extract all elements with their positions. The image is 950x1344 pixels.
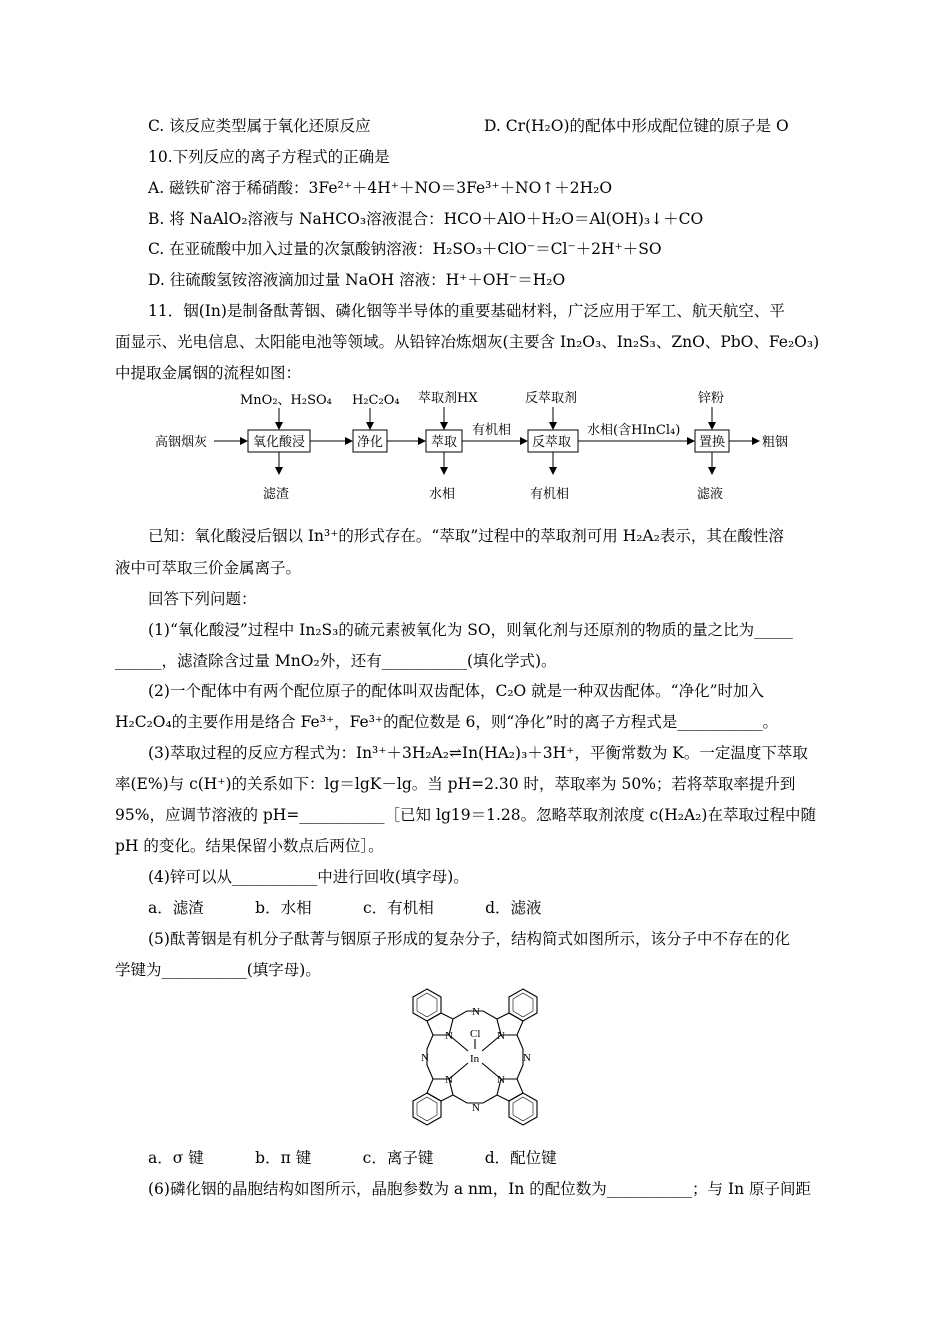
sub-question-1-b: ______，滤渣除含过量 MnO₂外，还有___________(填化学式)。 xyxy=(115,652,557,670)
flow-input-1: MnO₂、H₂SO₄ xyxy=(240,393,332,408)
sub-question-5-a: (5)酞菁铟是有机分子酞菁与铟原子形成的复杂分子，结构简式如图所示，该分子中不存在的化 xyxy=(148,930,790,948)
sub-question-5-b: 学键为___________(填字母)。 xyxy=(115,961,321,979)
q10-option-b: B. 将 NaAlO₂溶液与 NaHCO₃溶液混合：HCO＋AlO＋H₂O＝Al(OH)₃↓＋CO xyxy=(148,210,704,228)
sub-question-3-d: pH 的变化。结果保留小数点后两位］。 xyxy=(115,837,384,855)
flow-box1-label: 氧化酸浸 xyxy=(253,435,306,450)
sub-question-3-b: 率(E%)与 c(H⁺)的关系如下：lg＝lgK－lg。当 pH=2.30 时，萃取率为 50%；若将萃取率提升到 xyxy=(115,775,796,793)
flow-input-3: 萃取剂HX xyxy=(418,391,478,406)
question-10-stem: 10.下列反应的离子方程式的正确是 xyxy=(148,148,390,166)
flow-box4-label: 反萃取 xyxy=(532,435,572,450)
sub-question-4-options: a．滤渣 b．水相 c．有机相 d．滤液 xyxy=(148,899,542,917)
q10-option-c: C. 在亚硫酸中加入过量的次氯酸钠溶液：H₂SO₃＋ClO⁻＝Cl⁻＋2H⁺＋SO xyxy=(148,240,662,258)
option-d-line: D. Cr(H₂O)的配体中形成配位键的原子是 O xyxy=(484,117,789,135)
q10-option-d: D. 往硫酸氢铵溶液滴加过量 NaOH 溶液：H⁺＋OH⁻＝H₂O xyxy=(148,271,566,289)
answer-prompt: 回答下列问题： xyxy=(148,590,257,608)
nitrogen-label-tr: N xyxy=(497,1030,505,1042)
flow-input-2: H₂C₂O₄ xyxy=(352,393,400,408)
nitrogen-label-br: N xyxy=(497,1074,505,1086)
question-11-stem-2: 面显示、光电信息、太阳能电池等领域。从铅锌冶炼烟灰(主要含 In₂O₃、In₂S₃、ZnO、PbO、Fe₂O₃) xyxy=(115,333,820,351)
flow-input-5: 锌粉 xyxy=(698,391,725,406)
flow-output-1: 滤渣 xyxy=(263,487,290,502)
flow-start-label: 高铟烟灰 xyxy=(155,435,208,450)
flow-output-4: 有机相 xyxy=(530,487,570,502)
phthalocyanine-indium-structure xyxy=(393,983,557,1133)
nitrogen-label-top: N xyxy=(472,1006,480,1018)
sub-question-5-options: a．σ 键 b．π 键 c．离子键 d．配位键 xyxy=(148,1149,557,1167)
known-info-1: 已知：氧化酸浸后铟以 In³⁺的形式存在。“萃取”过程中的萃取剂可用 H₂A₂表示，其在酸性溶 xyxy=(148,527,784,545)
nitrogen-label-bottom: N xyxy=(472,1102,480,1114)
flow-box2-label: 净化 xyxy=(357,435,384,450)
process-flowchart xyxy=(150,386,800,508)
chlorine-label: Cl xyxy=(470,1028,481,1040)
option-c-line: C. 该反应类型属于氧化还原反应 xyxy=(148,117,371,135)
nitrogen-label-tl: N xyxy=(445,1030,453,1042)
sub-question-2-a: (2)一个配体中有两个配位原子的配体叫双齿配体，C₂O 就是一种双齿配体。“净化”时加入 xyxy=(148,682,765,700)
question-11-stem-3: 中提取金属铟的流程如图： xyxy=(115,364,302,382)
known-info-2: 液中可萃取三价金属离子。 xyxy=(115,559,302,577)
sub-question-3-c: 95%，应调节溶液的 pH=___________［已知 lg19＝1.28。忽略萃取剂浓度 c(H₂A₂)在萃取过程中随 xyxy=(115,806,816,824)
question-11-stem-1: 11．铟(In)是制备酞菁铟、磷化铟等半导体的重要基础材料，广泛应用于军工、航天航空、平 xyxy=(148,302,785,320)
flow-input-4: 反萃取剂 xyxy=(525,391,578,406)
nitrogen-label-right: N xyxy=(523,1052,531,1064)
sub-question-1-a: (1)“氧化酸浸”过程中 In₂S₃的硫元素被氧化为 SO，则氧化剂与还原剂的物质的量之比为_____ xyxy=(148,621,793,639)
flow-end-label: 粗铟 xyxy=(762,435,789,450)
sub-question-3-a: (3)萃取过程的反应方程式为：In³⁺＋3H₂A₂⇌In(HA₂)₃＋3H⁺，平衡常数为 K。一定温度下萃取 xyxy=(148,744,808,762)
flow-box5-label: 置换 xyxy=(699,435,726,450)
flow-output-5: 滤液 xyxy=(697,487,724,502)
flow-box3-label: 萃取 xyxy=(431,435,458,450)
sub-question-2-b: H₂C₂O₄的主要作用是络合 Fe³⁺，Fe³⁺的配位数是 6，则“净化”时的离子方程式是___________。 xyxy=(115,713,778,731)
sub-question-4: (4)锌可以从___________中进行回收(填字母)。 xyxy=(148,868,469,886)
indium-label: In xyxy=(470,1053,480,1065)
sub-question-6: (6)磷化铟的晶胞结构如图所示，晶胞参数为 a nm，In 的配位数为___________；与 In 原子间距 xyxy=(148,1180,811,1198)
flow-arrow-3-4-label: 有机相 xyxy=(472,423,512,438)
flow-arrow-4-5-label: 水相(含HInCl₄) xyxy=(587,423,681,438)
nitrogen-label-left: N xyxy=(421,1052,429,1064)
nitrogen-label-bl: N xyxy=(445,1074,453,1086)
q10-option-a: A. 磁铁矿溶于稀硝酸：3Fe²⁺＋4H⁺＋NO＝3Fe³⁺＋NO↑＋2H₂O xyxy=(148,179,613,197)
flow-output-3: 水相 xyxy=(429,487,456,502)
